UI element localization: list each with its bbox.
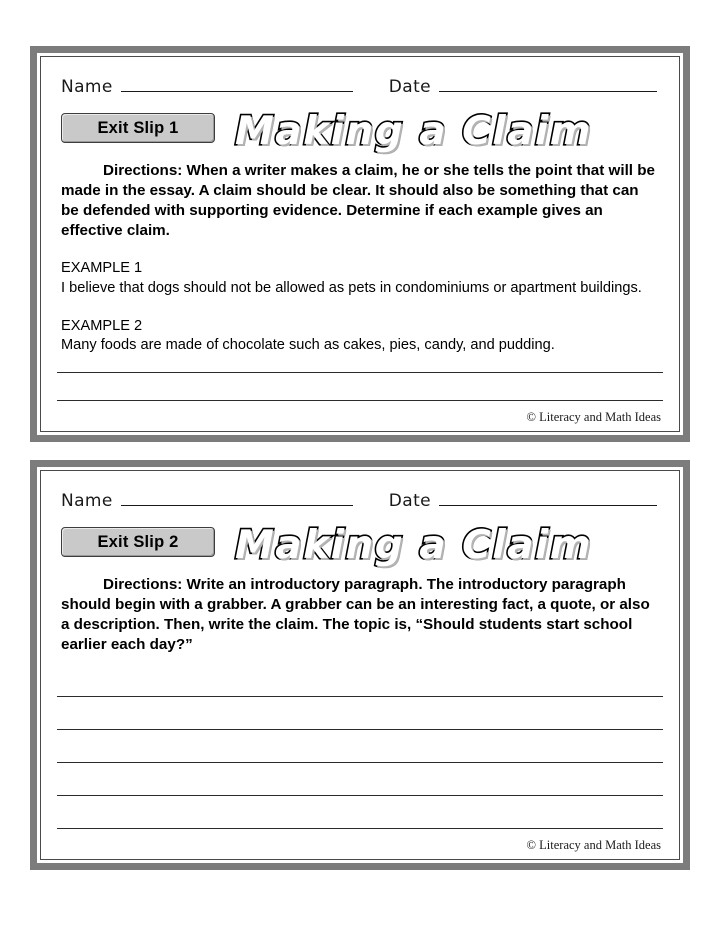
answer-line[interactable]	[57, 372, 663, 373]
example-2-label: EXAMPLE 2	[61, 317, 143, 334]
exit-slip-1	[30, 46, 690, 442]
exit-slip-1-badge: Exit Slip 1	[61, 113, 215, 143]
date-input[interactable]	[439, 78, 657, 92]
slip-1-title: Making a Claim	[235, 108, 592, 154]
answer-line[interactable]	[57, 696, 663, 697]
name-date-row	[57, 77, 663, 97]
answer-line[interactable]	[57, 828, 663, 829]
answer-line[interactable]	[57, 795, 663, 796]
date-label: Date	[388, 77, 431, 97]
name-input[interactable]	[121, 492, 353, 506]
slip-1-title-row	[57, 107, 663, 154]
exit-slip-1-inner	[40, 56, 680, 432]
slip-2-answer-lines	[57, 664, 663, 829]
slip-1-answer-lines	[57, 345, 663, 401]
slip-1-copyright: © Literacy and Math Ideas	[526, 410, 661, 424]
slip-2-directions: Directions: Write an introductory paragraph. The introductory paragraph should begin with a grabber. A grabber can be an interesting fact, a quote, or also a description. Then, write the claim. The topic is, “Should students start school earlier each day?”	[61, 576, 650, 654]
slip-2-title: Making a Claim	[235, 522, 592, 568]
name-date-row	[57, 491, 663, 511]
name-label: Name	[61, 491, 113, 511]
date-input[interactable]	[439, 492, 657, 506]
exit-slip-2-inner	[40, 470, 680, 860]
example-2-text: Many foods are made of chocolate such as cakes, pies, candy, and pudding.	[61, 337, 555, 354]
exit-slip-2-badge: Exit Slip 2	[61, 527, 215, 557]
name-label: Name	[61, 77, 113, 97]
example-1-label: EXAMPLE 1	[61, 260, 143, 277]
answer-line[interactable]	[57, 400, 663, 401]
slip-2-title-row	[57, 521, 663, 568]
answer-line[interactable]	[57, 762, 663, 763]
slip-1-example-1	[57, 259, 663, 298]
slip-1-directions: Directions: When a writer makes a claim, he or she tells the point that will be made in the essay. A claim should be clear. It should also be something that can be defended with supporting evidence. Determine if each example gives an effective claim.	[61, 162, 655, 240]
exit-slip-2	[30, 460, 690, 870]
date-label: Date	[388, 491, 431, 511]
example-1-text: I believe that dogs should not be allowed as pets in condominiums or apartment buildings.	[61, 279, 642, 296]
answer-line[interactable]	[57, 729, 663, 730]
name-input[interactable]	[121, 78, 353, 92]
slip-2-copyright: © Literacy and Math Ideas	[526, 838, 661, 852]
